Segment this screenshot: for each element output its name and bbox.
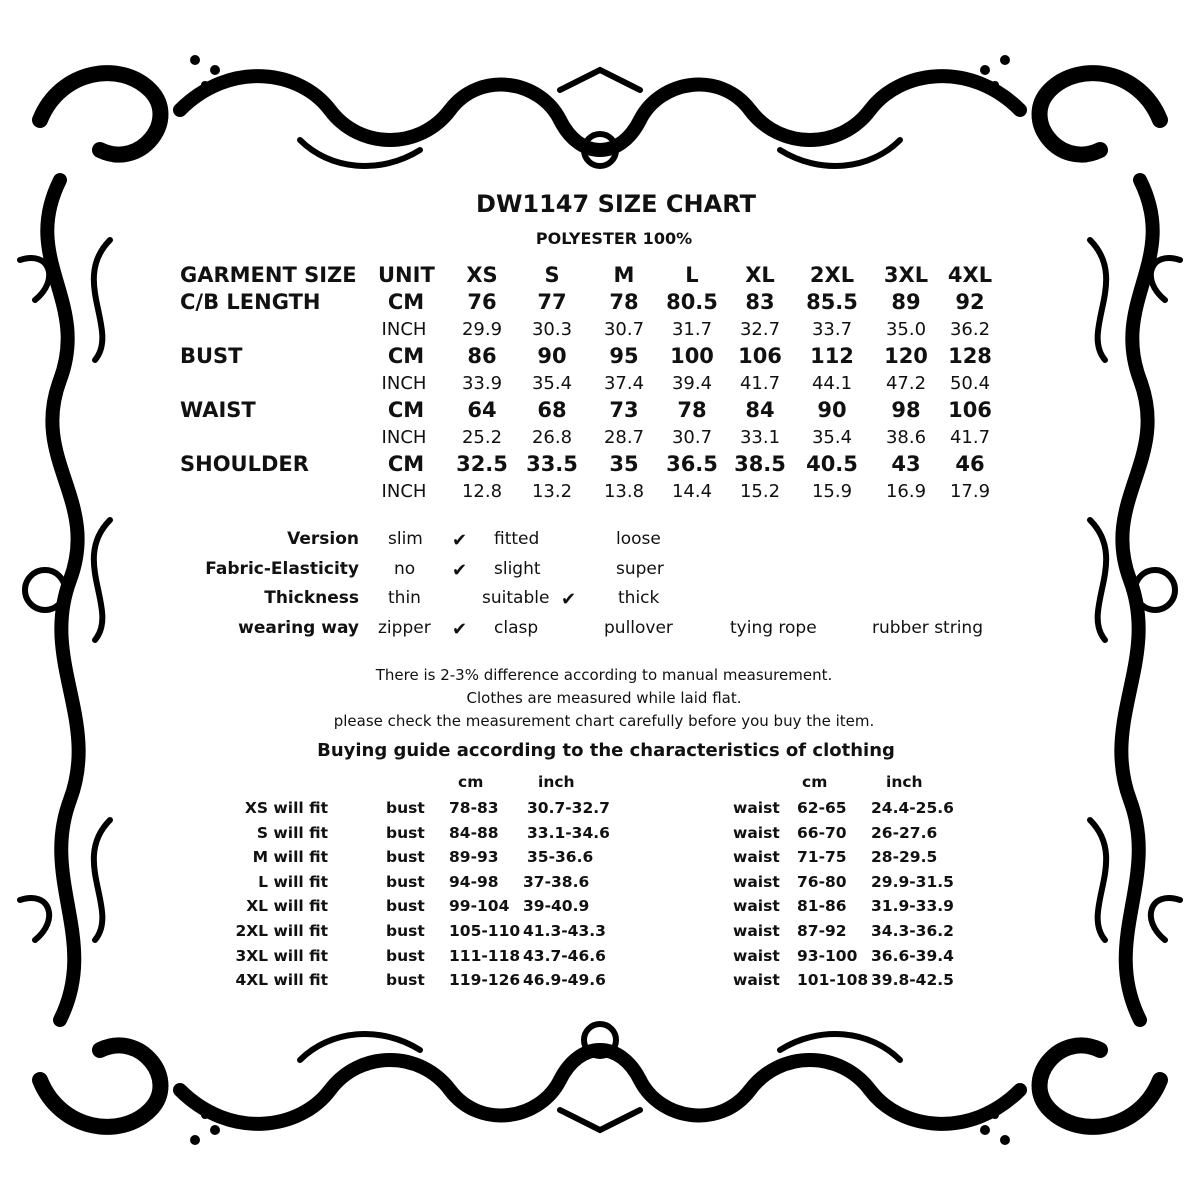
check-icon: ✔ [561, 589, 577, 610]
size-header: L [685, 263, 699, 287]
property-label: wearing way [238, 618, 359, 638]
cm-value: 86 [467, 344, 497, 368]
bust-label: bust [386, 946, 425, 965]
cm-value: 73 [609, 398, 639, 422]
inch-value: 36.2 [949, 319, 991, 340]
bust-inch: 33.1-34.6 [527, 823, 610, 842]
inch-value: 33.1 [739, 427, 781, 448]
fit-label: 4XL will fit [235, 971, 328, 990]
inch-value: 16.9 [885, 481, 927, 502]
cm-value: 98 [891, 398, 921, 422]
inch-value: 26.8 [531, 427, 573, 448]
bust-cm: 105-110 [449, 922, 521, 940]
inch-value: 13.8 [603, 481, 645, 502]
page-title: DW1147 SIZE CHART [476, 190, 756, 218]
size-header: 4XL [947, 263, 993, 287]
waist-cm: 81-86 [797, 897, 847, 916]
bust-cm: 119-126 [449, 971, 521, 990]
fit-label: S will fit [256, 823, 328, 842]
property-option: suitable [482, 588, 550, 608]
cm-value: 33.5 [526, 452, 578, 476]
bust-label: bust [386, 897, 425, 916]
cm-unit: CM [387, 398, 425, 422]
size-header: 3XL [883, 263, 929, 287]
property-option: rubber string [872, 618, 983, 638]
waist-label: waist [733, 872, 780, 891]
inch-value: 35.0 [885, 319, 927, 340]
waist-cm: 66-70 [797, 823, 847, 842]
inch-value: 50.4 [949, 373, 991, 394]
bust-label: bust [386, 922, 425, 940]
property-option: slight [494, 559, 541, 579]
cm-value: 128 [948, 344, 992, 368]
waist-cm: 93-100 [797, 946, 858, 965]
cm-value: 95 [609, 344, 639, 368]
fit-label: L will fit [258, 872, 328, 891]
bust-cm: 84-88 [449, 823, 499, 842]
cm-value: 89 [891, 290, 921, 314]
property-label: Thickness [264, 588, 359, 608]
guide-cm-header: cm [458, 773, 484, 791]
property-option: thick [618, 588, 660, 608]
note-line: Clothes are measured while laid flat. [466, 689, 742, 707]
check-icon: ✔ [452, 560, 468, 581]
cm-value: 100 [670, 344, 714, 368]
property-option: pullover [604, 618, 673, 638]
property-option: tying rope [730, 618, 817, 638]
inch-value: 32.7 [739, 319, 781, 340]
cm-value: 64 [467, 398, 497, 422]
cm-value: 92 [955, 290, 985, 314]
cm-value: 106 [738, 344, 782, 368]
inch-value: 30.7 [671, 427, 713, 448]
cm-value: 68 [537, 398, 567, 422]
inch-value: 38.6 [885, 427, 927, 448]
size-header: S [544, 263, 560, 287]
cm-value: 77 [537, 290, 567, 314]
inch-unit: INCH [381, 481, 427, 502]
bottom-ornament-thin [300, 1024, 900, 1130]
inch-value: 47.2 [885, 373, 927, 394]
waist-cm: 62-65 [797, 799, 847, 817]
waist-inch: 29.9-31.5 [871, 872, 954, 891]
bust-inch: 35-36.6 [527, 848, 594, 867]
bust-label: bust [386, 823, 425, 842]
inch-value: 41.7 [949, 427, 991, 448]
garment-size-header: GARMENT SIZE [180, 263, 357, 287]
inch-value: 15.2 [739, 481, 781, 502]
property-option: slim [388, 529, 423, 549]
waist-inch: 26-27.6 [871, 823, 938, 842]
inch-value: 28.7 [603, 427, 645, 448]
buying-guide-title: Buying guide according to the characteristics of clothing [317, 740, 895, 761]
waist-label: waist [733, 946, 780, 965]
note-line: please check the measurement chart carefully before you buy the item. [333, 712, 875, 730]
inch-value: 12.8 [461, 481, 503, 502]
check-icon: ✔ [452, 530, 468, 551]
inch-value: 17.9 [949, 481, 991, 502]
fit-label: M will fit [252, 848, 328, 867]
inch-value: 39.4 [671, 373, 713, 394]
waist-cm: 71-75 [797, 848, 847, 867]
cm-value: 40.5 [806, 452, 858, 476]
guide-inch-header: inch [886, 773, 923, 791]
bust-inch: 46.9-49.6 [523, 971, 606, 990]
waist-inch: 28-29.5 [871, 848, 938, 867]
inch-value: 30.7 [603, 319, 645, 340]
cm-value: 120 [884, 344, 928, 368]
size-header: M [613, 263, 635, 287]
waist-label: waist [733, 922, 780, 940]
cm-value: 80.5 [666, 290, 718, 314]
cm-unit: CM [387, 452, 425, 476]
waist-cm: 76-80 [797, 872, 847, 891]
inch-unit: INCH [381, 373, 427, 394]
bust-cm: 94-98 [449, 872, 499, 891]
check-icon: ✔ [452, 619, 468, 640]
inch-value: 29.9 [461, 319, 503, 340]
waist-inch: 24.4-25.6 [871, 799, 954, 817]
measure-label: SHOULDER [180, 452, 309, 476]
cm-value: 90 [537, 344, 567, 368]
cm-value: 78 [677, 398, 707, 422]
inch-value: 33.7 [811, 319, 853, 340]
waist-cm: 101-108 [797, 971, 869, 990]
waist-inch: 39.8-42.5 [871, 971, 954, 990]
note-line: There is 2-3% difference according to manual measurement. [375, 666, 833, 684]
inch-unit: INCH [381, 427, 427, 448]
cm-value: 84 [745, 398, 775, 422]
property-label: Version [287, 529, 359, 549]
measure-label: WAIST [180, 398, 256, 422]
guide-inch-header: inch [538, 773, 575, 791]
bust-inch: 37-38.6 [523, 872, 590, 891]
property-option: fitted [494, 529, 540, 549]
bust-cm: 99-104 [449, 897, 510, 916]
fit-label: XL will fit [246, 897, 328, 916]
fit-label: 2XL will fit [235, 922, 328, 940]
waist-inch: 31.9-33.9 [871, 897, 954, 916]
bust-inch: 43.7-46.6 [523, 946, 606, 965]
bust-label: bust [386, 971, 425, 990]
bottom-ornament [180, 1050, 1020, 1124]
measure-label: BUST [180, 344, 243, 368]
inch-unit: INCH [381, 319, 427, 340]
waist-label: waist [733, 897, 780, 916]
measure-label: C/B LENGTH [180, 290, 321, 314]
bust-label: bust [386, 872, 425, 891]
cm-value: 35 [609, 452, 639, 476]
bust-cm: 111-118 [449, 946, 521, 965]
inch-value: 15.9 [811, 481, 853, 502]
size-header: XL [745, 263, 775, 287]
bust-inch: 30.7-32.7 [527, 799, 610, 817]
cm-value: 76 [467, 290, 497, 314]
property-option: thin [388, 588, 421, 608]
bust-cm: 78-83 [449, 799, 499, 817]
cm-value: 90 [817, 398, 847, 422]
cm-value: 46 [955, 452, 985, 476]
property-option: loose [616, 529, 661, 549]
waist-label: waist [733, 971, 780, 990]
cm-value: 78 [609, 290, 639, 314]
cm-value: 106 [948, 398, 992, 422]
bust-label: bust [386, 848, 425, 867]
size-header: 2XL [809, 263, 855, 287]
cm-value: 112 [810, 344, 854, 368]
size-header: XS [466, 263, 498, 287]
inch-value: 35.4 [531, 373, 573, 394]
cm-value: 85.5 [806, 290, 858, 314]
cm-unit: CM [387, 290, 425, 314]
fit-label: XS will fit [244, 799, 328, 817]
cm-value: 36.5 [666, 452, 718, 476]
inch-value: 13.2 [531, 481, 573, 502]
cm-value: 43 [891, 452, 921, 476]
top-ornament [180, 76, 1020, 150]
guide-cm-header: cm [802, 773, 828, 791]
inch-value: 37.4 [603, 373, 645, 394]
waist-label: waist [733, 823, 780, 842]
inch-value: 33.9 [461, 373, 503, 394]
waist-inch: 36.6-39.4 [871, 946, 954, 965]
cm-unit: CM [387, 344, 425, 368]
unit-header: UNIT [378, 263, 435, 287]
bust-cm: 89-93 [449, 848, 499, 867]
fabric-subtitle: POLYESTER 100% [535, 229, 693, 248]
inch-value: 25.2 [461, 427, 503, 448]
property-option: no [394, 559, 416, 579]
waist-inch: 34.3-36.2 [871, 922, 954, 940]
fit-label: 3XL will fit [235, 946, 328, 965]
bust-inch: 41.3-43.3 [523, 922, 606, 940]
inch-value: 31.7 [671, 319, 713, 340]
property-label: Fabric-Elasticity [205, 559, 359, 579]
cm-value: 83 [745, 290, 775, 314]
bust-inch: 39-40.9 [523, 897, 590, 916]
property-option: super [616, 559, 664, 579]
bust-label: bust [386, 799, 425, 817]
cm-value: 32.5 [456, 452, 508, 476]
inch-value: 41.7 [739, 373, 781, 394]
property-option: zipper [378, 618, 431, 638]
inch-value: 30.3 [531, 319, 573, 340]
inch-value: 44.1 [811, 373, 853, 394]
waist-label: waist [733, 848, 780, 867]
waist-cm: 87-92 [797, 922, 847, 940]
inch-value: 14.4 [671, 481, 713, 502]
waist-label: waist [733, 799, 780, 817]
property-option: clasp [494, 618, 539, 638]
cm-value: 38.5 [734, 452, 786, 476]
inch-value: 35.4 [811, 427, 853, 448]
